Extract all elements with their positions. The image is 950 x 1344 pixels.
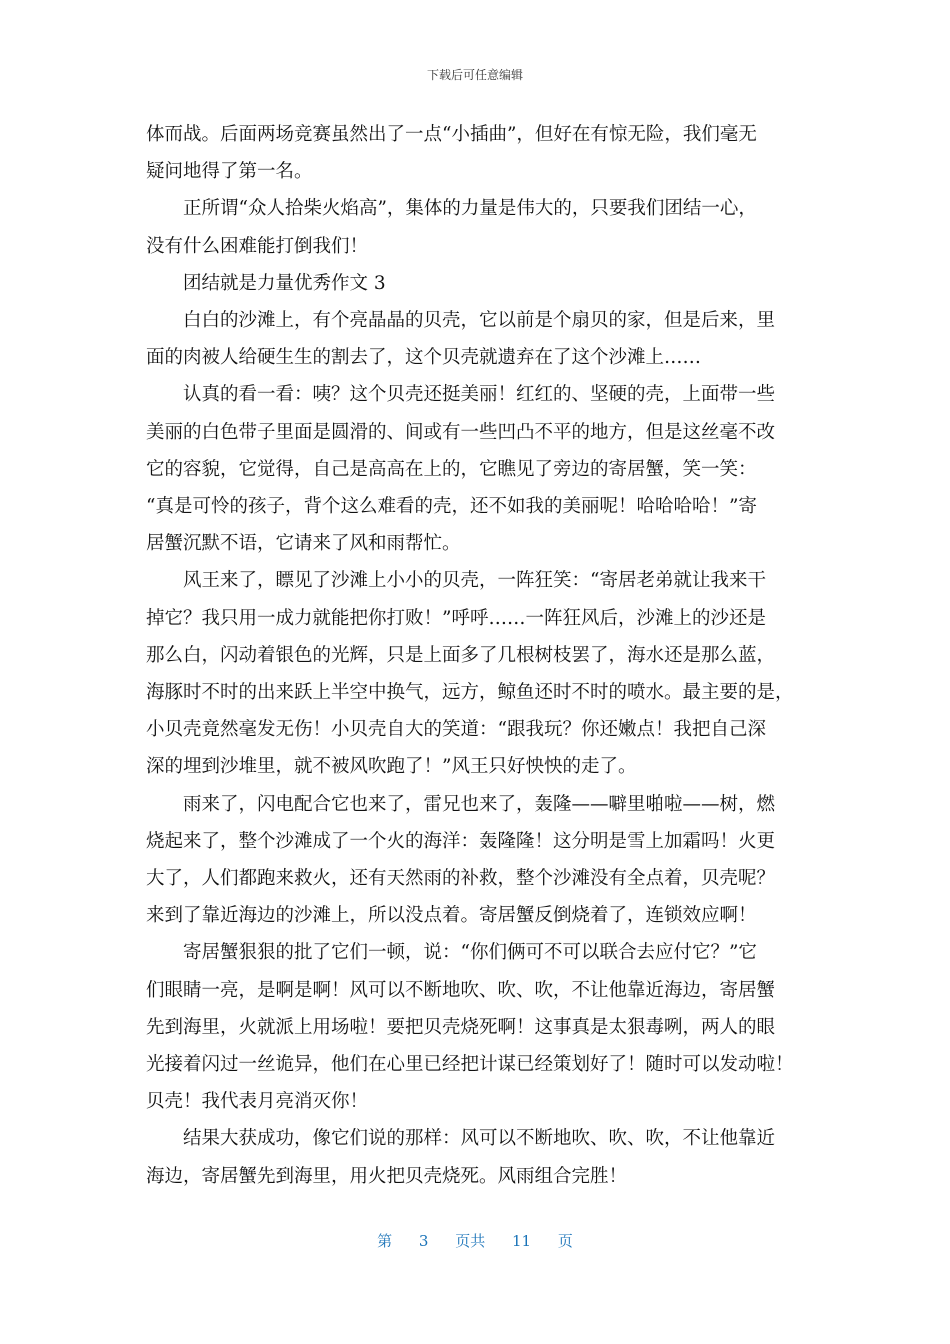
text-line: 认真的看一看：咦？这个贝壳还挺美丽！红红的、坚硬的壳，上面带一些 <box>183 384 776 406</box>
text-line: 美丽的白色带子里面是圆滑的、间或有一些凹凸不平的地方，但是这丝毫不改 <box>146 421 776 443</box>
paragraph <box>146 1120 808 1194</box>
text-line: 居蟹沉默不语，它请来了风和雨帮忙。 <box>146 533 461 555</box>
footer-page-number: 3 <box>418 1232 429 1250</box>
footer-total-pages: 11 <box>512 1232 532 1250</box>
page-header: 下载后可任意编辑 <box>426 68 523 82</box>
paragraph <box>146 265 808 302</box>
text-line: 烧起来了，整个沙滩成了一个火的海洋：轰隆隆！这分明是雪上加霜吗！火更 <box>146 830 776 852</box>
footer-middle: 页共 <box>455 1232 486 1250</box>
text-line: 贝壳！我代表月亮消灭你！ <box>146 1091 369 1113</box>
text-line: 先到海里，火就派上用场啦！要把贝壳烧死啊！这事真是太狠毒咧，两人的眼 <box>146 1016 776 1038</box>
text-line: 们眼睛一亮，是啊是啊！风可以不断地吹、吹、吹，不让他靠近海边，寄居蟹 <box>146 979 776 1001</box>
paragraph <box>146 302 808 376</box>
paragraph <box>146 190 808 264</box>
text-line: 海豚时不时的出来跃上半空中换气，远方，鲸鱼还时不时的喷水。最主要的是， <box>146 682 794 704</box>
document-body <box>146 116 808 1195</box>
text-line: 雨来了，闪电配合它也来了，雷兄也来了，轰隆——噼里啪啦——树，燃 <box>183 793 776 815</box>
footer-prefix: 第 <box>377 1232 393 1250</box>
text-line: 白白的沙滩上，有个亮晶晶的贝壳，它以前是个扇贝的家，但是后来，里 <box>183 310 776 332</box>
text-line: 结果大获成功，像它们说的那样：风可以不断地吹、吹、吹，不让他靠近 <box>183 1128 776 1150</box>
paragraph <box>146 376 808 562</box>
text-line: 团结就是力量优秀作文 3 <box>183 272 386 294</box>
paragraph <box>146 786 808 935</box>
paragraph <box>146 934 808 1120</box>
text-line: 正所谓“众人拾柴火焰高”，集体的力量是伟大的，只要我们团结一心， <box>183 198 757 220</box>
text-line: 寄居蟹狠狠的批了它们一顿，说：“你们俩可不可以联合去应付它？”它 <box>183 942 757 964</box>
page-footer <box>0 1230 950 1251</box>
text-line: 没有什么困难能打倒我们！ <box>146 235 369 257</box>
text-line: “真是可怜的孩子，背个这么难看的壳，还不如我的美丽呢！哈哈哈哈！”寄 <box>146 496 757 518</box>
text-line: 疑问地得了第一名。 <box>146 161 313 183</box>
text-line: 它的容貌，它觉得，自己是高高在上的，它瞧见了旁边的寄居蟹，笑一笑： <box>146 458 757 480</box>
text-line: 掉它？我只用一成力就能把你打败！”呼呼……一阵狂风后，沙滩上的沙还是 <box>146 607 766 629</box>
text-line: 风王来了，瞟见了沙滩上小小的贝壳，一阵狂笑：“寄居老弟就让我来干 <box>183 570 766 592</box>
text-line: 那么白，闪动着银色的光辉，只是上面多了几根树枝罢了，海水还是那么蓝， <box>146 644 776 666</box>
text-line: 来到了靠近海边的沙滩上，所以没点着。寄居蟹反倒烧着了，连锁效应啊！ <box>146 905 757 927</box>
paragraph <box>146 116 808 190</box>
text-line: 小贝壳竟然毫发无伤！小贝壳自大的笑道：“跟我玩？你还嫩点！我把自己深 <box>146 719 766 741</box>
text-line: 大了，人们都跑来救火，还有天然雨的补救，整个沙滩没有全点着，贝壳呢？ <box>146 868 776 890</box>
text-line: 面的肉被人给硬生生的割去了，这个贝壳就遗弃在了这个沙滩上…… <box>146 347 702 369</box>
text-line: 海边，寄居蟹先到海里，用火把贝壳烧死。风雨组合完胜！ <box>146 1165 628 1187</box>
text-line: 体而战。后面两场竞赛虽然出了一点“小插曲”，但好在有惊无险，我们毫无 <box>146 124 757 145</box>
footer-suffix: 页 <box>557 1232 573 1250</box>
text-line: 深的埋到沙堆里，就不被风吹跑了！”风王只好怏怏的走了。 <box>146 756 637 778</box>
paragraph <box>146 562 808 785</box>
text-line: 光接着闪过一丝诡异，他们在心里已经把计谋已经策划好了！随时可以发动啦！ <box>146 1054 794 1076</box>
